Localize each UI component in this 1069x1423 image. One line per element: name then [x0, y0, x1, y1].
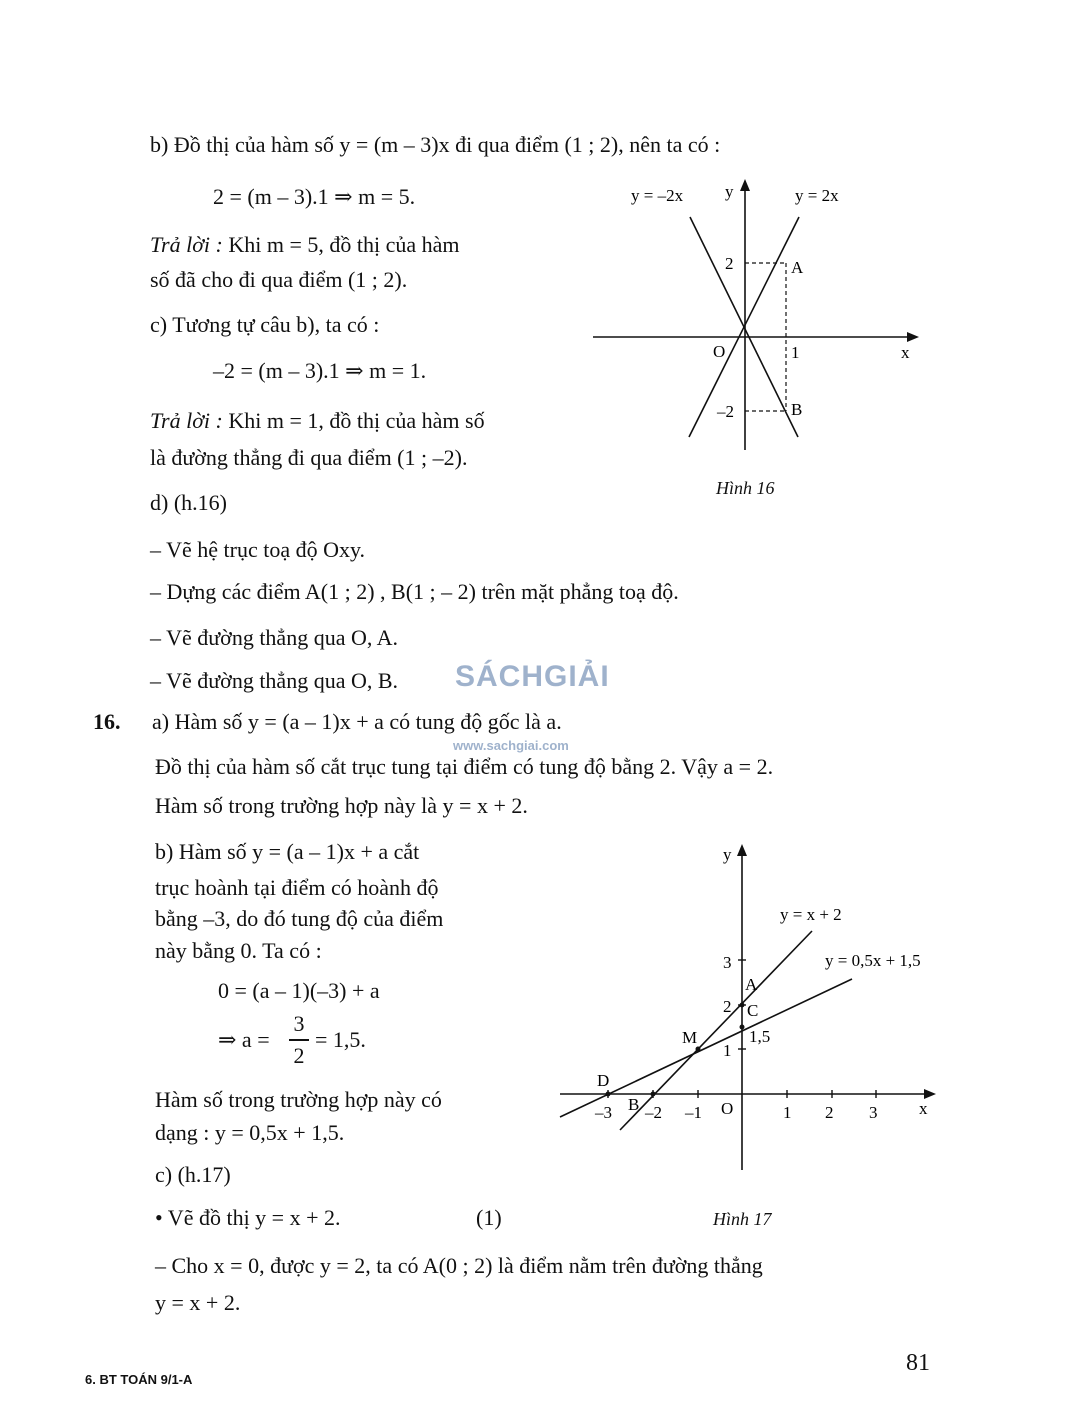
x-axis-arrow [907, 332, 919, 342]
label-line-neg: y = –2x [631, 186, 684, 205]
point-b [651, 1092, 656, 1097]
answer-15c-line2: là đường thẳng đi qua điểm (1 ; –2). [150, 445, 468, 470]
figure-17 [555, 840, 955, 1180]
bullet-1: • Vẽ đồ thị y = x + 2. [155, 1205, 341, 1230]
label-x3: 3 [869, 1103, 878, 1122]
answer-15b-line2: số đã cho đi qua điểm (1 ; 2). [150, 267, 408, 292]
last-line-1: – Cho x = 0, được y = 2, ta có A(0 ; 2) là điểm nằm trên đường thẳng [155, 1253, 763, 1278]
label-origin: O [713, 342, 726, 361]
label-line2: y = 0,5x + 1,5 [825, 951, 921, 970]
answer-15c-line1 [150, 408, 485, 434]
bullet-1-ref: (1) [476, 1205, 502, 1230]
label-x-axis: x [901, 343, 910, 362]
point-a [740, 1003, 745, 1008]
equation-16b-2-pre: ⇒ a = [218, 1027, 270, 1052]
exercise-number-16: 16. [93, 709, 121, 734]
point-m [696, 1047, 701, 1052]
line-15d: d) (h.16) [150, 490, 227, 515]
label-xm2: –2 [645, 1103, 662, 1122]
label-point-a: A [791, 258, 804, 277]
line-16b-6: dạng : y = 0,5x + 1,5. [155, 1120, 345, 1145]
line-15c: c) Tương tự câu b), ta có : [150, 312, 380, 337]
step-1: – Vẽ hệ trục toạ độ Oxy. [150, 537, 366, 562]
line-16b-3: bằng –3, do đó tung độ của điểm [155, 906, 444, 931]
label-line1: y = x + 2 [780, 905, 842, 924]
line-16c: c) (h.17) [155, 1162, 231, 1187]
page-number: 81 [906, 1350, 930, 1376]
graph-y-05x-plus-15 [560, 979, 852, 1117]
line-16b-4: này bằng 0. Ta có : [155, 938, 322, 963]
line-15b: b) Đồ thị của hàm số y = (m – 3)x đi qua điểm (1 ; 2), nên ta có : [150, 132, 721, 157]
caption-figure-17: Hình 17 [713, 1209, 772, 1229]
line-16a-3: Hàm số trong trường hợp này là y = x + 2. [155, 793, 528, 818]
point-d [606, 1092, 611, 1097]
caption-figure-16: Hình 16 [716, 478, 775, 498]
label-y1: 1 [723, 1041, 732, 1060]
y-axis-arrow [740, 179, 750, 191]
label-point-m: M [682, 1028, 698, 1047]
label-y3: 3 [723, 953, 732, 972]
equation-16b-2-post: = 1,5. [315, 1027, 366, 1052]
x-axis-arrow [924, 1089, 936, 1099]
watermark-brand: SÁCHGIẢI [455, 660, 610, 693]
equation-15c: –2 = (m – 3).1 ⇒ m = 1. [213, 358, 427, 383]
label-x-axis: x [919, 1099, 928, 1118]
fraction-bar [289, 1039, 309, 1041]
label-xm1: –1 [685, 1103, 702, 1122]
answer-label: Trả lời : [150, 408, 223, 433]
answer-15b-line1 [150, 232, 460, 258]
label-tick-x1: 1 [791, 343, 800, 362]
equation-15b: 2 = (m – 3).1 ⇒ m = 5. [213, 184, 416, 209]
line-16a: a) Hàm số y = (a – 1)x + a có tung độ gốc là a. [152, 709, 562, 734]
label-x1: 1 [783, 1103, 792, 1122]
label-origin: O [721, 1099, 734, 1118]
label-y-axis: y [725, 182, 734, 201]
fraction-numerator: 3 [293, 1011, 305, 1036]
label-y15: 1,5 [749, 1027, 771, 1046]
graph-y-x-plus-2 [620, 931, 812, 1130]
label-point-c: C [747, 1001, 759, 1020]
label-xm3: –3 [595, 1103, 612, 1122]
step-2: – Dựng các điểm A(1 ; 2) , B(1 ; – 2) trên mặt phẳng toạ độ. [150, 579, 679, 604]
line-16b-5: Hàm số trong trường hợp này có [155, 1087, 442, 1112]
answer-label: Trả lời : [150, 232, 223, 257]
label-x2: 2 [825, 1103, 834, 1122]
label-tick-ym2: –2 [717, 402, 734, 421]
last-line-2: y = x + 2. [155, 1290, 241, 1315]
figure-16 [585, 175, 925, 475]
label-line-pos: y = 2x [795, 186, 839, 205]
answer-text: Khi m = 5, đồ thị của hàm [222, 232, 460, 257]
line-16b-1: b) Hàm số y = (a – 1)x + a cắt [155, 839, 420, 864]
step-4: – Vẽ đường thẳng qua O, B. [150, 668, 399, 693]
line-16a-2: Đồ thị của hàm số cắt trục tung tại điểm có tung độ bằng 2. Vậy a = 2. [155, 754, 774, 779]
point-c [740, 1025, 745, 1030]
step-3: – Vẽ đường thẳng qua O, A. [150, 625, 399, 650]
y-axis-arrow [737, 844, 747, 856]
label-y2: 2 [723, 997, 732, 1016]
label-point-d: D [597, 1071, 610, 1090]
label-point-b: B [791, 400, 803, 419]
label-y-axis: y [723, 845, 732, 864]
fraction-denominator: 2 [293, 1043, 305, 1068]
answer-text: Khi m = 1, đồ thị của hàm số [222, 408, 485, 433]
label-tick-y2: 2 [725, 254, 734, 273]
watermark-url: www.sachgiai.com [453, 738, 569, 753]
line-16b-2: trục hoành tại điểm có hoành độ [155, 875, 439, 900]
label-point-a: A [745, 975, 758, 994]
footer-book-title: 6. BT TOÁN 9/1-A [85, 1372, 193, 1387]
label-point-b: B [628, 1095, 640, 1114]
equation-16b-1: 0 = (a – 1)(–3) + a [218, 978, 380, 1003]
